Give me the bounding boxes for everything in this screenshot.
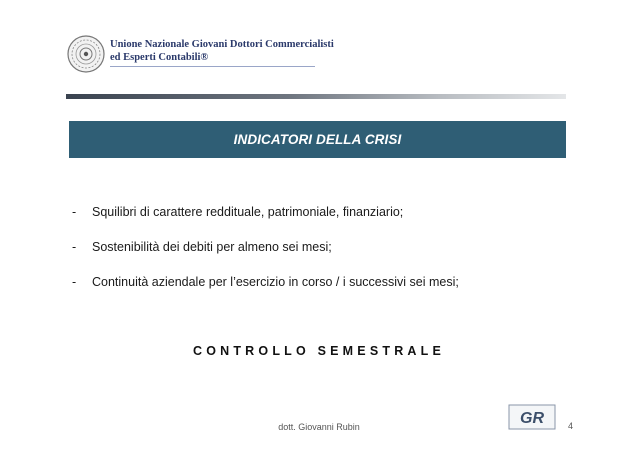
bullet-list — [72, 204, 459, 309]
page-number: 4 — [568, 421, 574, 431]
bullet-dash: - — [72, 275, 77, 289]
header-divider — [66, 94, 566, 99]
title-banner — [69, 121, 566, 158]
section-heading: CONTROLLO SEMESTRALE — [192, 344, 446, 358]
author-logo-letters: GR — [520, 410, 544, 427]
list-item — [72, 204, 459, 220]
organization-logo — [66, 30, 334, 78]
bullet-dash: - — [72, 205, 77, 219]
organization-name-line1: Unione Nazionale Giovani Dottori Commercialisti — [110, 39, 334, 50]
organization-name — [110, 38, 334, 64]
bullet-text: Sostenibilità dei debiti per almeno sei mesi; — [92, 240, 332, 254]
slide-title: INDICATORI DELLA CRISI — [233, 132, 402, 147]
list-item — [72, 239, 459, 255]
ungdcec-emblem-icon — [66, 34, 106, 74]
bullet-text: Squilibri di carattere reddituale, patrimoniale, finanziario; — [92, 205, 404, 219]
bullet-text: Continuità aziendale per l’esercizio in corso / i successivi sei mesi; — [92, 275, 459, 289]
logo-underline — [110, 66, 315, 67]
organization-name-line2: ed Esperti Contabili® — [110, 52, 209, 63]
bullet-dash: - — [72, 240, 77, 254]
author-logo-icon — [508, 404, 556, 430]
list-item — [72, 274, 459, 290]
footer-author: dott. Giovanni Rubin — [278, 422, 360, 432]
